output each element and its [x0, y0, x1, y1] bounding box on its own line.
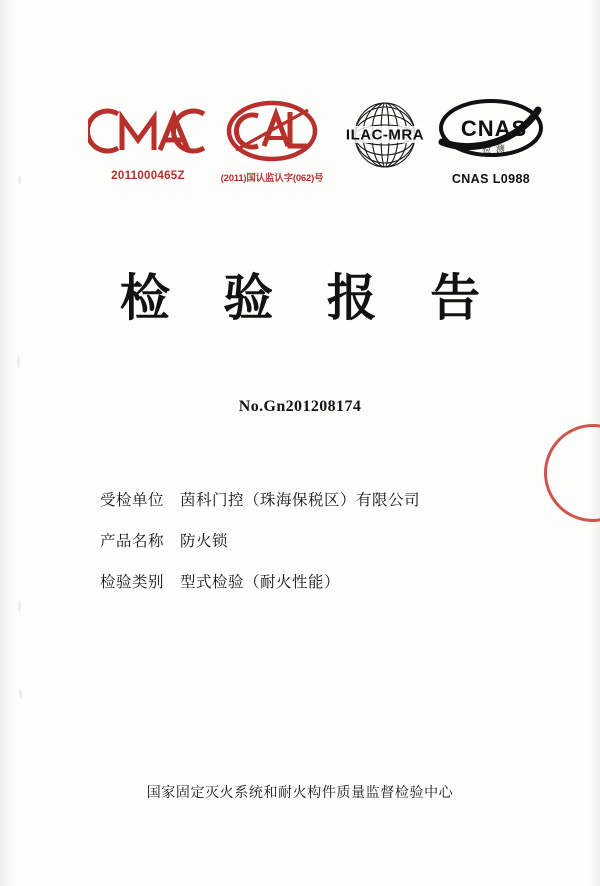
field-label-inspection-type: 检验类别: [100, 573, 165, 591]
cnas-logo-icon: [432, 98, 550, 166]
field-value-product-name: 防火锁: [180, 532, 229, 550]
field-value-inspection-type: 型式检验（耐火性能）: [180, 573, 341, 591]
issuing-organization: 国家固定灭火系统和耐火构件质量监督检验中心: [146, 785, 454, 801]
svg-text:ILAC-MRA: ILAC-MRA: [345, 126, 425, 144]
ilac-mra-logo-icon: [333, 98, 437, 172]
scan-artifact: [19, 690, 22, 699]
field-row: [100, 529, 520, 551]
cal-logo-icon: [212, 100, 332, 162]
accreditation-logo-row: [0, 96, 600, 214]
cma-code: 2011000465Z: [111, 170, 185, 182]
report-fields: [100, 488, 520, 611]
cma-logo-icon: [88, 104, 208, 158]
svg-text:检 测: 检 测: [482, 145, 506, 155]
cal-code: (2011)国认监认字(062)号: [220, 173, 324, 184]
field-row: [100, 570, 520, 592]
cal-logo-block: [212, 100, 332, 184]
cnas-logo-block: [432, 98, 550, 186]
svg-text:CNAS: CNAS: [460, 116, 528, 141]
scan-artifact: [17, 355, 20, 369]
red-seal-edge: [544, 424, 600, 522]
page-title: 检 验 报 告: [119, 269, 499, 327]
scan-artifact: [18, 600, 21, 612]
field-label-product-name: 产品名称: [100, 532, 165, 550]
cnas-code: CNAS L0988: [451, 172, 531, 186]
report-number: No.Gn201208174: [238, 398, 362, 415]
field-value-inspected-unit: 茵科门控（珠海保税区）有限公司: [180, 491, 421, 509]
field-row: [100, 488, 520, 510]
cma-logo-block: [88, 104, 208, 182]
ilac-mra-logo-block: [333, 98, 437, 172]
field-label-inspected-unit: 受检单位: [100, 491, 165, 509]
